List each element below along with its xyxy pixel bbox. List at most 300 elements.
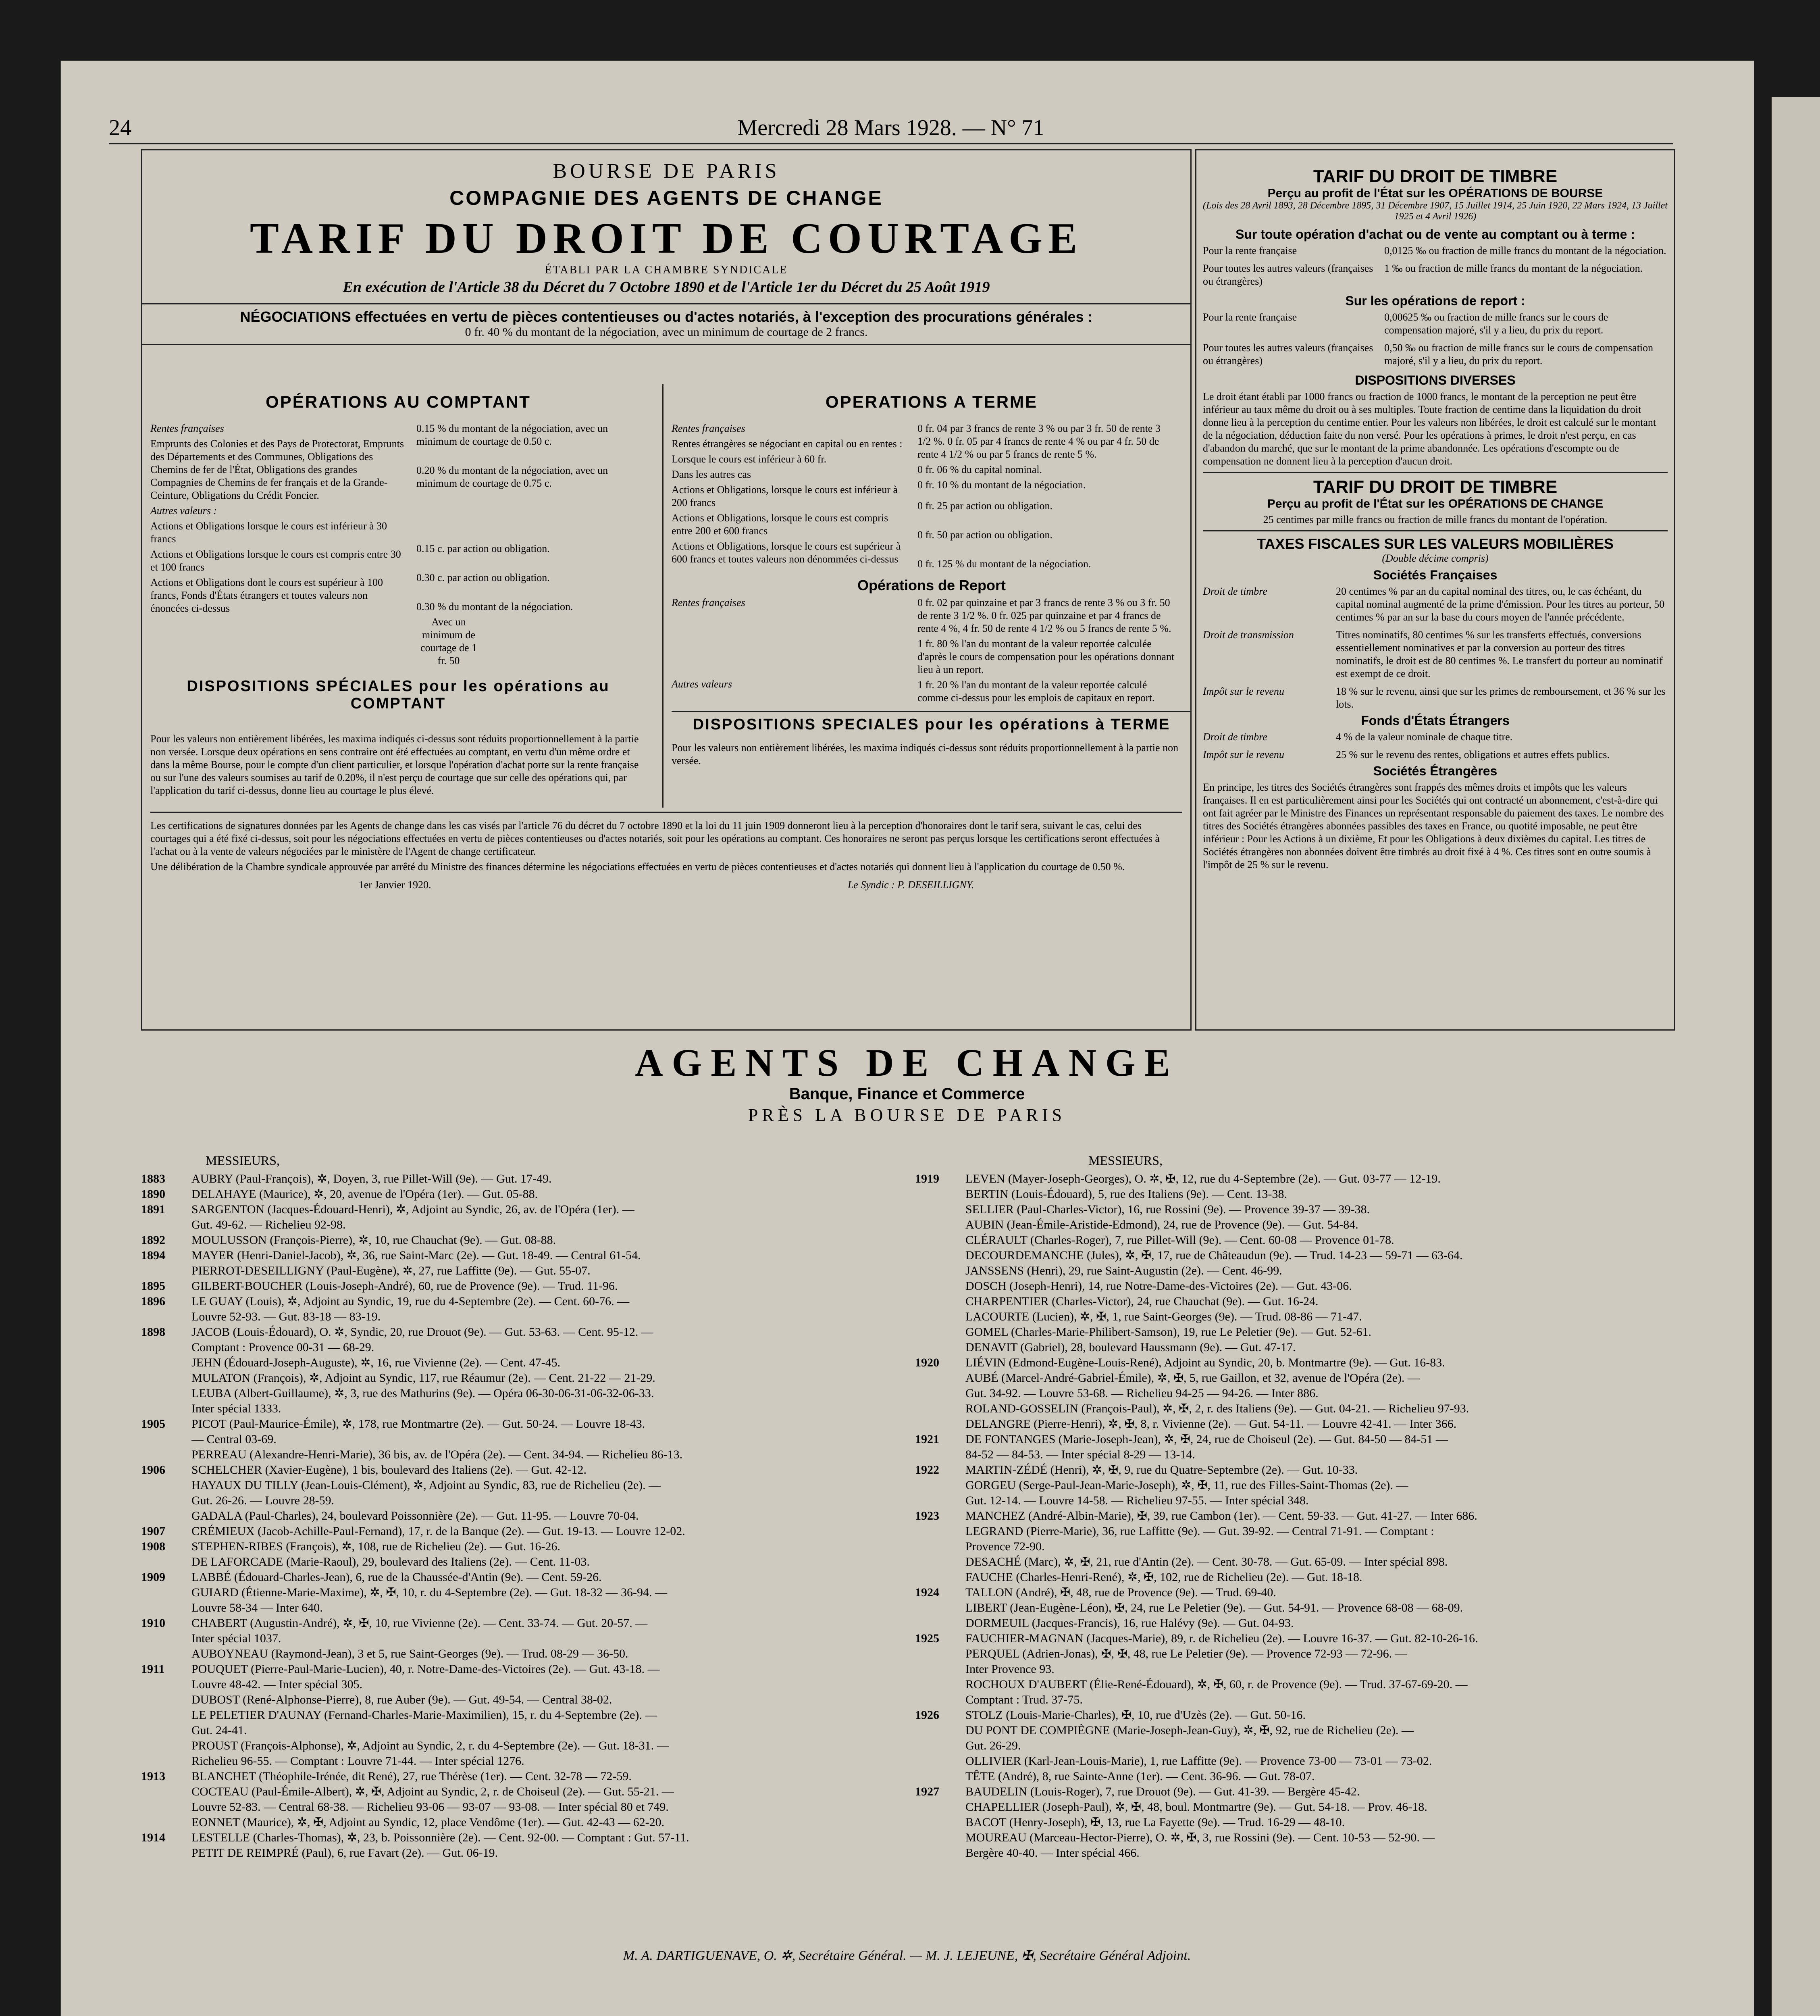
agent-row [915, 1279, 1673, 1294]
agent-year [141, 1692, 191, 1708]
agent-entry: LIÉVIN (Edmond-Eugène-Louis-René), Adjoint au Syndic, 20, b. Montmartre (9e). — Gut. 16-83. [965, 1356, 1445, 1369]
agent-year [915, 1447, 965, 1462]
agent-entry: STEPHEN-RIBES (François), ✲, 108, rue de Richelieu (2e). — Gut. 16-26. [191, 1540, 560, 1553]
timbre-title: TARIF DU DROIT DE TIMBRE [1313, 167, 1558, 186]
agent-entry: LABBÉ (Édouard-Charles-Jean), 6, rue de la Chaussée-d'Antin (9e). — Cent. 59-26. [191, 1570, 602, 1584]
agent-year [141, 1646, 191, 1662]
agent-year: 1919 [915, 1172, 939, 1185]
agent-year [141, 1815, 191, 1830]
agent-year: 1925 [915, 1632, 939, 1645]
agent-entry: GUIARD (Étienne-Marie-Maxime), ✲, ✠, 10, r. du 4-Septembre (2e). — Gut. 18-32 — 36-94. — [191, 1586, 668, 1599]
terme-rentes-rate: 0 fr. 04 par 3 francs de rente 3 % ou par 3 fr. 50 de rente 3 1/2 %. 0 fr. 05 par 4 francs de rente 4 % ou par 4 fr. 50 de rente 4 1/2 % ou par 5 francs de rente 5 %. [917, 423, 1161, 460]
fe2-label: Impôt sur le revenu [1203, 749, 1284, 760]
agent-row [141, 1784, 899, 1799]
timbre2-rate: 25 centimes par mille francs ou fraction de mille francs du montant de l'opération. [1263, 514, 1608, 525]
agent-entry: Louvre 48-42. — Inter spécial 305. [191, 1678, 363, 1691]
agent-year [915, 1370, 965, 1386]
operations-terme-column [662, 384, 1192, 808]
divider [1203, 530, 1668, 531]
rentes-rate: 0.15 % du montant de la négociation, avec un minimum de courtage de 0.50 c. [416, 423, 608, 447]
agent-year [141, 1554, 191, 1570]
agent-entry: Richelieu 96-55. — Comptant : Louvre 71-44. — Inter spécial 1276. [191, 1754, 524, 1768]
agent-row [915, 1508, 1673, 1524]
agent-year: 1896 [141, 1295, 165, 1308]
agent-row [141, 1493, 899, 1508]
a2-label: Actions et Obligations lorsque le cours est compris entre 30 et 100 francs [150, 548, 401, 573]
agent-year [915, 1799, 965, 1815]
agent-entry: PROUST (François-Alphonse), ✲, Adjoint au Syndic, 2, r. du 4-Septembre (2e). — Gut. 18-31. — [191, 1739, 669, 1752]
agent-year [141, 1508, 191, 1524]
agent-year [915, 1187, 965, 1202]
rentes-label: Rentes françaises [150, 423, 224, 434]
agent-row [141, 1799, 899, 1815]
agent-year: 1921 [915, 1433, 939, 1446]
agent-year [915, 1539, 965, 1554]
fr3-text: 18 % sur le revenu, ainsi que sur les primes de remboursement, et 36 % sur les lots. [1336, 685, 1666, 710]
agent-row [141, 1723, 899, 1738]
emprunts-label: Emprunts des Colonies et des Pays de Protectorat, Emprunts des Départements et des Communes, Obligations des Chemins de fer de l'État, Obligations des grandes Compagnies de Chemins de fer français et de la Grande-Ceinture, Obligations du Crédit Foncier. [150, 438, 404, 501]
agent-year [141, 1585, 191, 1600]
agent-entry: MANCHEZ (André-Albin-Marie), ✠, 39, rue Cambon (1er). — Cent. 59-33. — Gut. 41-27. — Inter 686. [965, 1509, 1477, 1522]
agent-row [915, 1370, 1673, 1386]
agent-entry: JANSSENS (Henri), 29, rue Saint-Augustin (2e). — Cent. 46-99. [965, 1264, 1282, 1277]
agent-entry: BLANCHET (Théophile-Irénée, dit René), 27, rue Thérèse (1er). — Cent. 32-78 — 72-59. [191, 1770, 632, 1783]
agent-entry: JEHN (Édouard-Joseph-Auguste), ✲, 16, rue Vivienne (2e). — Cent. 47-45. [191, 1356, 561, 1369]
fe1-text: 4 % de la valeur nominale de chaque titre. [1336, 731, 1513, 743]
e3-rate: 0 fr. 25 par action ou obligation. [917, 500, 1053, 512]
agent-entry: GADALA (Paul-Charles), 24, boulevard Poissonnière (2e). — Gut. 11-95. — Louvre 70-04. [191, 1509, 639, 1522]
terme-rentes-label: Rentes françaises [672, 423, 745, 434]
agent-entry: BERTIN (Louis-Édouard), 5, rue des Italiens (9e). — Cent. 13-38. [965, 1187, 1288, 1201]
comptant-title: OPÉRATIONS AU COMPTANT [266, 392, 531, 411]
agent-row [141, 1325, 899, 1340]
disp-comptant-title: DISPOSITIONS SPÉCIALES pour les opérations au COMPTANT [187, 678, 610, 712]
agent-year [141, 1845, 191, 1861]
agent-year [141, 1263, 191, 1279]
syndic-signature: Le Syndic : P. DESEILLIGNY. [847, 879, 974, 891]
agent-entry: DESACHÉ (Marc), ✲, ✠, 21, rue d'Antin (2e). — Cent. 30-78. — Gut. 65-09. — Inter spécial 898. [965, 1555, 1448, 1568]
agent-entry: CHAPELLIER (Joseph-Paul), ✲, ✠, 48, boul. Montmartre (9e). — Gut. 54-18. — Prov. 46-18. [965, 1800, 1427, 1814]
agent-entry: JACOB (Louis-Édouard), O. ✲, Syndic, 20, rue Drouot (9e). — Gut. 53-63. — Cent. 95-12. — [191, 1325, 653, 1339]
a1-label: Actions et Obligations lorsque le cours est inférieur à 30 francs [150, 520, 387, 545]
agent-year [915, 1738, 965, 1754]
agent-entry: LESTELLE (Charles-Thomas), ✲, 23, b. Poissonnière (2e). — Cent. 92-00. — Comptant : Gut. 57-11. [191, 1831, 689, 1844]
agent-year: 1914 [141, 1831, 165, 1844]
agent-year [141, 1432, 191, 1447]
agent-year: 1894 [141, 1249, 165, 1262]
agent-year [141, 1493, 191, 1508]
agent-row [141, 1616, 899, 1631]
fonds-etrangers-title: Fonds d'États Étrangers [1361, 713, 1510, 728]
agent-entry: BACOT (Henry-Joseph), ✠, 13, rue La Fayette (9e). — Trud. 16-29 — 48-10. [965, 1816, 1345, 1829]
agent-row [141, 1294, 899, 1309]
agent-row [915, 1248, 1673, 1263]
agent-entry: AUBÉ (Marcel-André-Gabriel-Émile), ✲, ✠, 5, rue Gaillon, et 32, avenue de l'Opéra (2e). — [965, 1371, 1420, 1385]
operations-comptant-column [150, 384, 646, 808]
agent-row [915, 1340, 1673, 1355]
agent-row [915, 1263, 1673, 1279]
agent-year [141, 1370, 191, 1386]
agent-row [141, 1845, 899, 1861]
agent-year: 1883 [141, 1172, 165, 1185]
agent-year [915, 1692, 965, 1708]
agent-row [141, 1432, 899, 1447]
agent-entry: CHABERT (Augustin-André), ✲, ✠, 10, rue Vivienne (2e). — Cent. 33-74. — Gut. 20-57. — [191, 1616, 648, 1630]
agent-entry: LEVEN (Mayer-Joseph-Georges), O. ✲, ✠, 12, rue du 4-Septembre (2e). — Gut. 03-77 — 12-19. [965, 1172, 1441, 1185]
e2-rate: 0 fr. 10 % du montant de la négociation. [917, 479, 1086, 491]
agent-row [915, 1570, 1673, 1585]
agent-row [915, 1355, 1673, 1370]
agent-row [915, 1217, 1673, 1233]
report-rentes-label: Rentes françaises [672, 597, 745, 608]
agent-row [915, 1631, 1673, 1646]
agent-year: 1926 [915, 1708, 939, 1722]
societes-etrangeres-text: En principe, les titres des Sociétés étrangères sont frappés des mêmes droits et impôts que les valeurs françaises. Il en est particulièrement ainsi pour les Sociétés qui ont contracté un abonnement, c'est-à-dire qui ont fait agréer par le Ministre des Finances un représentant responsable du paiement des taxes. Le nombre des titres des Sociétés étrangères abonnées passibles des taxes en France, ou quotité imposable, ne peut être inférieur : Pour les Actions à un dixième, Et pour les Obligations à deux dixièmes du capital. Les titres de Sociétés étrangères non abonnées doivent être timbrés au droit fixé à 4 %. Ces titres sont en outre soumis à l'impôt de 25 % sur le revenu. [1203, 781, 1664, 871]
agent-entry: SELLIER (Paul-Charles-Victor), 16, rue Rossini (9e). — Provence 39-37 — 39-38. [965, 1203, 1370, 1216]
agent-entry: Gut. 49-62. — Richelieu 92-98. [191, 1218, 346, 1231]
agent-year [915, 1279, 965, 1294]
agent-year [141, 1340, 191, 1355]
agent-entry: MARTIN-ZÉDÉ (Henri), ✲, ✠, 9, rue du Quatre-Septembre (2e). — Gut. 10-33. [965, 1463, 1358, 1477]
agent-year [141, 1784, 191, 1799]
agent-row [915, 1723, 1673, 1738]
agents-title: AGENTS DE CHANGE [635, 1041, 1179, 1084]
agent-year [915, 1401, 965, 1416]
agents-subtitle: Banque, Finance et Commerce [789, 1085, 1025, 1103]
agent-entry: GOMEL (Charles-Marie-Philibert-Samson), 19, rue Le Peletier (9e). — Gut. 52-61. [965, 1325, 1371, 1339]
e3-label: Actions et Obligations, lorsque le cours est inférieur à 200 francs [672, 484, 898, 508]
agent-year [915, 1248, 965, 1263]
disp-terme-text: Pour les valeurs non entièrement libérées, les maxima indiqués ci-dessus sont réduits proportionnellement à la partie non versée. [672, 742, 1179, 766]
agent-entry: Louvre 58-34 — Inter 640. [191, 1601, 323, 1614]
agent-row [141, 1708, 899, 1723]
agent-row [915, 1646, 1673, 1662]
agent-row [915, 1677, 1673, 1692]
etrangeres-label: Rentes étrangères se négociant en capital ou en rentes : [672, 438, 903, 450]
agent-row [141, 1554, 899, 1570]
agent-entry: Inter Provence 93. [965, 1662, 1055, 1676]
agent-row [141, 1478, 899, 1493]
agent-entry: COCTEAU (Paul-Émile-Albert), ✲, ✠, Adjoint au Syndic, 2, r. de Choiseul (2e). — Gut. 55-21. — [191, 1785, 674, 1798]
agent-row [915, 1554, 1673, 1570]
adjacent-page-edge [1772, 97, 1820, 2016]
achat-title: Sur toute opération d'achat ou de vente au comptant ou à terme : [1236, 227, 1635, 242]
timbre-subtitle: Perçu au profit de l'État sur les OPÉRATIONS DE BOURSE [1267, 187, 1603, 200]
agent-year [141, 1600, 191, 1616]
agent-entry: CLÉRAULT (Charles-Roger), 7, rue Pillet-Will (9e). — Cent. 60-08 — Provence 01-78. [965, 1233, 1394, 1247]
r1-rate: 0,0125 ‰ ou fraction de mille francs du montant de la négociation. [1384, 245, 1666, 256]
agent-row [141, 1677, 899, 1692]
agent-year [141, 1386, 191, 1401]
agent-entry: DOSCH (Joseph-Henri), 14, rue Notre-Dame-des-Victoires (2e). — Gut. 43-06. [965, 1279, 1352, 1293]
agent-entry: EONNET (Maurice), ✲, ✠, Adjoint au Syndic, 12, place Vendôme (1er). — Gut. 42-43 — 62-20. [191, 1816, 665, 1829]
e4-label: Actions et Obligations, lorsque le cours est compris entre 200 et 600 francs [672, 512, 888, 537]
timbre-taxes-box [1195, 149, 1675, 1031]
agent-entry: Louvre 52-83. — Central 68-38. — Richelieu 93-06 — 93-07 — 93-08. — Inter spécial 80 et 749. [191, 1800, 669, 1814]
agent-year [915, 1830, 965, 1845]
agent-entry: DELANGRE (Pierre-Henri), ✲, ✠, 8, r. Vivienne (2e). — Gut. 54-11. — Louvre 42-41. — Inter 366. [965, 1417, 1457, 1431]
agent-row [915, 1585, 1673, 1600]
divider [1203, 472, 1668, 473]
disp-terme-title: DISPOSITIONS SPECIALES pour les opérations à TERME [693, 716, 1171, 733]
agent-entry: — Central 03-69. [191, 1433, 277, 1446]
agent-row [915, 1784, 1673, 1799]
agent-entry: LIBERT (Jean-Eugène-Léon), ✠, 24, rue Le Peletier (9e). — Gut. 54-91. — Provence 68-08 — 68-09. [965, 1601, 1463, 1614]
agent-row [915, 1294, 1673, 1309]
agent-row [915, 1401, 1673, 1416]
agent-row [915, 1799, 1673, 1815]
agent-row [141, 1233, 899, 1248]
agent-row [141, 1769, 899, 1784]
agent-row [915, 1524, 1673, 1539]
agent-entry: HAYAUX DU TILLY (Jean-Louis-Clément), ✲, Adjoint au Syndic, 83, rue de Richelieu (2e). — [191, 1479, 661, 1492]
agent-row [915, 1830, 1673, 1845]
agents-pres: PRÈS LA BOURSE DE PARIS [748, 1105, 1066, 1125]
disp-diverses-text: Le droit étant établi par 1000 francs ou fraction de 1000 francs, le montant de la perception ne peut être inférieur au taux même du droit ou à ses multiples. Toute fraction de centime dans la liquidation du droit donne lieu à la perception du centime entier. Pour les valeurs non libérées, le droit est calculé sur le montant de la négociation, déduction faite du non versé. Pour les opérations à primes, le droit n'est perçu, en cas d'abandon du marché, que sur le montant de la prime abandonnée. Les opérations d'escompte ou de compensation ne donnent lieu à la perception d'aucun droit. [1203, 391, 1656, 467]
agent-entry: Gut. 26-26. — Louvre 28-59. [191, 1494, 335, 1507]
agent-year [915, 1754, 965, 1769]
agent-row [141, 1171, 899, 1187]
agent-year [915, 1524, 965, 1539]
agent-year: 1922 [915, 1463, 939, 1477]
agent-entry: BAUDELIN (Louis-Roger), 7, rue Drouot (9e). — Gut. 41-39. — Bergère 45-42. [965, 1785, 1360, 1798]
agent-year: 1908 [141, 1540, 165, 1553]
disp-comptant-text: Pour les valeurs non entièrement libérées, les maxima indiqués ci-dessus sont réduits proportionnellement à la partie non versée. Lorsque deux opérations en sens contraire ont été effectuées au comptant, en vertu d'un même ordre et dans la même Bourse, pour le compte d'un client particulier, et lorsque l'opération d'achat porte sur la rente française ou sur l'une des valeurs soumises au tarif de 0.20%, il n'est perçu de courtage que sur celle des opérations qui, par l'application du tarif ci-dessus, donne lieu au courtage le plus élevé. [150, 733, 639, 796]
a3-label: Actions et Obligations dont le cours est supérieur à 100 francs, Fonds d'États étrangers et toutes valeurs non énoncées ci-dessus [150, 577, 383, 614]
agent-entry: OLLIVIER (Karl-Jean-Louis-Marie), 1, rue Laffitte (9e). — Provence 73-00 — 73-01 — 73-02. [965, 1754, 1432, 1768]
disp-diverses-title: DISPOSITIONS DIVERSES [1355, 373, 1516, 387]
r2-rate: 1 ‰ ou fraction de mille francs du montant de la négociation. [1384, 262, 1643, 274]
agent-entry: Inter spécial 1037. [191, 1632, 281, 1645]
agent-entry: PERQUEL (Adrien-Jonas), ✠, ✠, 48, rue Le Peletier (9e). — Provence 72-93 — 72-96. — [965, 1647, 1407, 1660]
secretaires-line: M. A. DARTIGUENAVE, O. ✲, Secrétaire Général. — M. J. LEJEUNE, ✠, Secrétaire Général Adjoint. [623, 1948, 1191, 1963]
agent-row [915, 1202, 1673, 1217]
agent-row [141, 1309, 899, 1325]
certifications-text: Les certifications de signatures données par les Agents de change dans les cas visés par l'article 76 du décret du 7 octobre 1890 et la loi du 11 juin 1909 donneront lieu à la perception d'honoraires dont le tarif sera, suivant le cas, celui des courtages qui a été fixé ci-dessus, soit pour les négociations effectuées en vertu de pièces contentieuses ou d'actes notariés, soit pour les opérations au comptant. Ces honoraires ne seront pas perçus lorsque les certifications seront effectuées à l'achat ou à la vente de valeurs négociées par le ministère de l'Agent de change certificateur. [150, 820, 1160, 857]
agent-year [141, 1799, 191, 1815]
agent-year: 1910 [141, 1616, 165, 1630]
agent-row [141, 1815, 899, 1830]
agent-year [915, 1263, 965, 1279]
agent-year [915, 1309, 965, 1325]
agent-row [141, 1508, 899, 1524]
agent-entry: Gut. 24-41. [191, 1724, 247, 1737]
agent-entry: SARGENTON (Jacques-Édouard-Henri), ✲, Adjoint au Syndic, 26, av. de l'Opéra (1er). — [191, 1203, 634, 1216]
agent-entry: FAUCHE (Charles-Henri-René), ✲, ✠, 102, rue de Richelieu (2e). — Gut. 18-18. [965, 1570, 1362, 1584]
messieurs-right: MESSIEURS, [1088, 1153, 1163, 1168]
agent-row [915, 1187, 1673, 1202]
agent-entry: CRÉMIEUX (Jacob-Achille-Paul-Fernand), 17, r. de la Banque (2e). — Gut. 19-13. — Louvre 12-02. [191, 1524, 685, 1538]
report-title: Opérations de Report [857, 577, 1006, 594]
agent-year [915, 1294, 965, 1309]
agent-entry: LE GUAY (Louis), ✲, Adjoint au Syndic, 19, rue du 4-Septembre (2e). — Cent. 60-76. — [191, 1295, 630, 1308]
agent-entry: PERREAU (Alexandre-Henri-Marie), 36 bis, av. de l'Opéra (2e). — Cent. 34-94. — Richelieu 86-13. [191, 1448, 683, 1461]
agent-year: 1920 [915, 1356, 939, 1369]
agent-year [141, 1754, 191, 1769]
agent-row [915, 1171, 1673, 1187]
page-number: 24 [109, 115, 131, 140]
agent-year [141, 1631, 191, 1646]
agent-row [915, 1478, 1673, 1493]
agent-entry: LEUBA (Albert-Guillaume), ✲, 3, rue des Mathurins (9e). — Opéra 06-30-06-31-06-32-06-33. [191, 1387, 654, 1400]
timbre2-subtitle: Perçu au profit de l'État sur les OPÉRATIONS DE CHANGE [1267, 497, 1604, 510]
agent-row [141, 1754, 899, 1769]
agent-row [141, 1263, 899, 1279]
agent-entry: Inter spécial 1333. [191, 1402, 281, 1415]
report-rentes-rate: 0 fr. 02 par quinzaine et par 3 francs de rente 3 % ou 3 fr. 50 de rente 3 1/2 %. 0 fr. 025 par quinzaine et par 4 francs de rente 4 %, 4 fr. 50 de rente 4 1/2 % ou 5 francs de rente 5 %. [917, 597, 1171, 634]
r2-label: Pour toutes les autres valeurs (françaises ou étrangères) [1203, 262, 1373, 287]
negociations-text: NÉGOCIATIONS effectuées en vertu de pièces contentieuses ou d'actes notariés, à l'exception des procurations générales : [240, 308, 1093, 325]
agents-left-list [141, 1171, 899, 1861]
fe1-label: Droit de timbre [1203, 731, 1267, 743]
agent-entry: LACOURTE (Lucien), ✲, ✠, 1, rue Saint-Georges (9e). — Trud. 08-86 — 71-47. [965, 1310, 1362, 1323]
fe2-text: 25 % sur le revenu des rentes, obligations et autres effets publics. [1336, 749, 1610, 760]
agent-year: 1898 [141, 1325, 165, 1339]
e2-label: Dans les autres cas [672, 469, 751, 480]
agent-year [915, 1677, 965, 1692]
agent-row [141, 1585, 899, 1600]
agent-entry: Gut. 26-29. [965, 1739, 1021, 1752]
report-autres-label: Autres valeurs [672, 678, 732, 690]
tarif-courtage-box [141, 149, 1192, 1031]
agent-year [915, 1478, 965, 1493]
agent-row [915, 1462, 1673, 1478]
report-note: 1 fr. 80 % l'an du montant de la valeur reportée calculée d'après le cours de compensation pour les opérations donnant lieu à un report. [917, 638, 1175, 675]
agent-year [141, 1723, 191, 1738]
taxes-title: TAXES FISCALES SUR LES VALEURS MOBILIÈRES [1257, 535, 1614, 552]
agent-row [915, 1845, 1673, 1861]
agent-row [141, 1248, 899, 1263]
fr1-label: Droit de timbre [1203, 585, 1267, 597]
e4-rate: 0 fr. 50 par action ou obligation. [917, 529, 1053, 541]
agent-row [141, 1631, 899, 1646]
agent-entry: ROCHOUX D'AUBERT (Élie-René-Édouard), ✲, ✠, 60, r. de Provence (9e). — Trud. 37-67-69-20. — [965, 1678, 1468, 1691]
agent-year: 1905 [141, 1417, 165, 1431]
agent-row [141, 1570, 899, 1585]
e1-rate: 0 fr. 06 % du capital nominal. [917, 464, 1042, 475]
agent-row [141, 1600, 899, 1616]
deliberation-text: Une délibération de la Chambre syndicale approuvée par arrêté du Ministre des finances détermine les négociations effectuées en vertu de pièces contentieuses et d'actes notariés qui donnent lieu à l'application du courtage de 0.50 %. [150, 861, 1125, 873]
courtage-notes [150, 812, 1182, 1027]
agent-row [915, 1493, 1673, 1508]
tarif-date: 1er Janvier 1920. [358, 879, 431, 891]
agent-row [915, 1432, 1673, 1447]
fr1-text: 20 centimes % par an du capital nominal des titres, ou, le cas échéant, du capital nominal augmenté de la prime d'émission. Pour les titres au porteur, 50 centimes % par an sur la base du cours moyen de l'année précédente. [1336, 585, 1665, 623]
agent-row [141, 1217, 899, 1233]
agent-entry: SCHELCHER (Xavier-Eugène), 1 bis, boulevard des Italiens (2e). — Gut. 42-12. [191, 1463, 587, 1477]
agent-entry: MOULUSSON (François-Pierre), ✲, 10, rue Chauchat (9e). — Gut. 08-88. [191, 1233, 556, 1247]
agent-year [915, 1493, 965, 1508]
bourse-heading: BOURSE DE PARIS [553, 160, 780, 183]
agent-year [141, 1677, 191, 1692]
agent-year [141, 1478, 191, 1493]
agent-year: 1906 [141, 1463, 165, 1477]
agent-entry: PIERROT-DESEILLIGNY (Paul-Eugène), ✲, 27, rue Laffitte (9e). — Gut. 55-07. [191, 1264, 591, 1277]
agent-row [915, 1754, 1673, 1769]
agent-year: 1911 [141, 1662, 165, 1676]
messieurs-left: MESSIEURS, [206, 1153, 280, 1168]
agent-entry: AUBRY (Paul-François), ✲, Doyen, 3, rue Pillet-Will (9e). — Gut. 17-49. [191, 1172, 552, 1185]
agent-entry: MOUREAU (Marceau-Hector-Pierre), O. ✲, ✠, 3, rue Rossini (9e). — Cent. 10-53 — 52-90. — [965, 1831, 1435, 1844]
agent-row [141, 1386, 899, 1401]
agent-year [141, 1708, 191, 1723]
etabli-line: ÉTABLI PAR LA CHAMBRE SYNDICALE [545, 264, 788, 276]
agents-de-change-section [141, 1032, 1673, 1980]
agent-row [141, 1646, 899, 1662]
agent-entry: PETIT DE REIMPRÉ (Paul), 6, rue Favart (2e). — Gut. 06-19. [191, 1846, 498, 1860]
minimum-note: Avec un minimum de courtage de 1 fr. 50 [420, 616, 477, 666]
agent-entry: TÊTE (André), 8, rue Sainte-Anne (1er). — Cent. 36-96. — Gut. 78-07. [965, 1770, 1315, 1783]
timbre2-title: TARIF DU DROIT DE TIMBRE [1313, 477, 1558, 497]
agent-row [141, 1202, 899, 1217]
agent-year [915, 1662, 965, 1677]
e5-label: Actions et Obligations, lorsque le cours est supérieur à 600 francs et toutes valeurs non dénommées ci-dessus [672, 540, 901, 565]
divider [142, 303, 1190, 304]
agent-year [915, 1845, 965, 1861]
agent-year [915, 1386, 965, 1401]
agent-entry: DE FONTANGES (Marie-Joseph-Jean), ✲, ✠, 24, rue de Choiseul (2e). — Gut. 84-50 — 84-51 — [965, 1433, 1448, 1446]
agent-entry: DENAVIT (Gabriel), 28, boulevard Haussmann (9e). — Gut. 47-17. [965, 1341, 1296, 1354]
agent-year: 1909 [141, 1570, 165, 1584]
agent-row [915, 1600, 1673, 1616]
agent-row [141, 1279, 899, 1294]
agent-year [141, 1217, 191, 1233]
agent-entry: AUBIN (Jean-Émile-Aristide-Edmond), 24, rue de Provence (9e). — Gut. 54-84. [965, 1218, 1358, 1231]
report-timbre-title: Sur les opérations de report : [1345, 294, 1525, 308]
timbre-lois: (Lois des 28 Avril 1893, 28 Décembre 1895, 31 Décembre 1907, 15 Juillet 1914, 25 Juin 1920, 22 Mars 1924, 13 Juillet 1925 et 4 Avril 1926) [1203, 200, 1668, 222]
agent-row [915, 1815, 1673, 1830]
date-line: Mercredi 28 Mars 1928. — N° 71 [737, 115, 1044, 140]
agent-entry: PICOT (Paul-Maurice-Émile), ✲, 178, rue Montmartre (2e). — Gut. 50-24. — Louvre 18-43. [191, 1417, 645, 1431]
agent-row [141, 1524, 899, 1539]
agent-year [141, 1401, 191, 1416]
agent-year [915, 1570, 965, 1585]
e1-label: Lorsque le cours est inférieur à 60 fr. [672, 453, 827, 465]
agent-year [915, 1600, 965, 1616]
agent-row [915, 1616, 1673, 1631]
agent-row [141, 1416, 899, 1432]
agent-entry: DUBOST (René-Alphonse-Pierre), 8, rue Auber (9e). — Gut. 49-54. — Central 38-02. [191, 1693, 612, 1706]
agent-row [915, 1447, 1673, 1462]
agents-right-list [915, 1171, 1673, 1861]
agent-entry: FAUCHIER-MAGNAN (Jacques-Marie), 89, r. de Richelieu (2e). — Louvre 16-37. — Gut. 82-10-26-16. [965, 1632, 1478, 1645]
compagnie-heading: COMPAGNIE DES AGENTS DE CHANGE [449, 187, 883, 209]
divider [142, 344, 1190, 345]
agent-year [915, 1646, 965, 1662]
execution-line: En exécution de l'Article 38 du Décret du 7 Octobre 1890 et de l'Article 1er du Décret du 25 Août 1919 [343, 279, 990, 296]
agent-entry: MAYER (Henri-Daniel-Jacob), ✲, 36, rue Saint-Marc (2e). — Gut. 18-49. — Central 61-54. [191, 1249, 641, 1262]
agent-year [915, 1815, 965, 1830]
agent-entry: Comptant : Provence 00-31 — 68-29. [191, 1341, 374, 1354]
agent-entry: Provence 72-90. [965, 1540, 1045, 1553]
autres-label: Autres valeurs : [150, 505, 217, 516]
agent-entry: Gut. 12-14. — Louvre 14-58. — Richelieu 97-55. — Inter spécial 348. [965, 1494, 1309, 1507]
agent-entry: Gut. 34-92. — Louvre 53-68. — Richelieu 94-25 — 94-26. — Inter 886. [965, 1387, 1319, 1400]
agent-entry: Bergère 40-40. — Inter spécial 466. [965, 1846, 1140, 1860]
agent-entry: MULATON (François), ✲, Adjoint au Syndic, 117, rue Réaumur (2e). — Cent. 21-22 — 21-29. [191, 1371, 655, 1385]
agent-row [915, 1309, 1673, 1325]
agent-year [915, 1723, 965, 1738]
agent-row [915, 1769, 1673, 1784]
agent-year [915, 1202, 965, 1217]
agent-entry: DORMEUIL (Jacques-Francis), 16, rue Halévy (9e). — Gut. 04-93. [965, 1616, 1294, 1630]
agents-right-column [915, 1153, 1673, 1939]
agent-year [915, 1233, 965, 1248]
agent-row [915, 1692, 1673, 1708]
agent-row [141, 1370, 899, 1386]
agent-entry: LEGRAND (Pierre-Marie), 36, rue Laffitte (9e). — Gut. 39-92. — Central 71-91. — Comptant : [965, 1524, 1434, 1538]
agent-year [141, 1738, 191, 1754]
